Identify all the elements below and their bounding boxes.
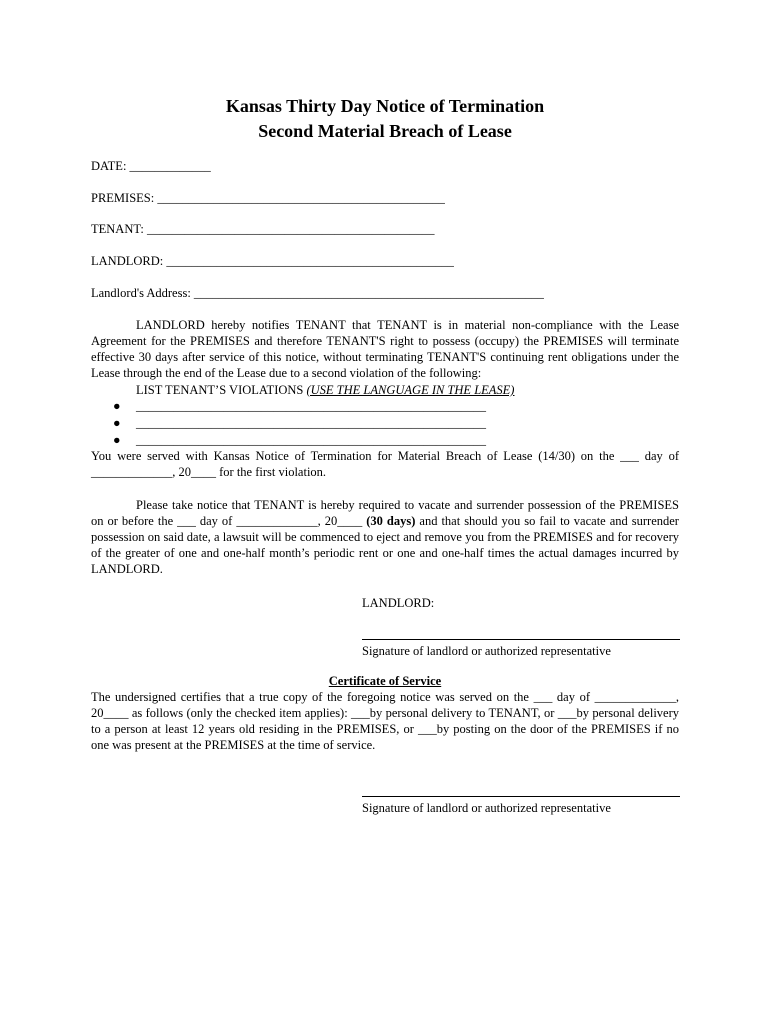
landlord-signature-line bbox=[362, 639, 680, 640]
vacate-text-2: and that should you so fail to vacate and surrender possession on said date, a lawsuit will be commenced to eject and remove you from the PREMISES and for recovery of the greater of one and one-half month’s periodic rent or one and one-half times the actual damages incurred by LANDLORD. bbox=[91, 514, 679, 576]
served-paragraph: You were served with Kansas Notice of Termination for Material Breach of Lease (14/30) on the ___ day of _____________, 20____ for the first violation. bbox=[91, 449, 679, 479]
bullet-icon: ● bbox=[113, 399, 121, 413]
landlord-field: LANDLORD: ______________________________________________ bbox=[91, 254, 454, 268]
violation-item-1 bbox=[113, 398, 486, 414]
violation-blank: ________________________________________________________ bbox=[136, 399, 486, 413]
landlord-signature-label: LANDLORD: bbox=[362, 596, 435, 610]
bullet-icon: ● bbox=[113, 416, 121, 430]
violation-blank: ________________________________________________________ bbox=[136, 433, 486, 447]
premises-field: PREMISES: ______________________________________________ bbox=[91, 191, 445, 205]
violation-blank: ________________________________________________________ bbox=[136, 416, 486, 430]
signature-caption-1: Signature of landlord or authorized representative bbox=[362, 644, 611, 658]
violations-heading bbox=[136, 382, 514, 398]
landlord-address-field: Landlord's Address: ________________________________________________________ bbox=[91, 286, 544, 300]
certificate-title: Certificate of Service bbox=[328, 674, 442, 688]
certificate-signature-line bbox=[362, 796, 680, 797]
bullet-icon: ● bbox=[113, 433, 121, 447]
document-title-line-2: Second Material Breach of Lease bbox=[258, 121, 512, 141]
notice-paragraph-text: LANDLORD hereby notifies TENANT that TENANT is in material non-compliance with the Lease Agreement for the PREMISES and therefore TENANT'S right to possess (occupy) the PREMISES will terminate effective 30 days after service of this notice, without terminating TENANT'S continuing rent obligations under the Lease through the end of the Lease due to a second violation of the following: bbox=[91, 318, 679, 380]
notice-paragraph bbox=[91, 317, 679, 381]
signature-caption-2: Signature of landlord or authorized representative bbox=[362, 801, 611, 815]
vacate-paragraph bbox=[91, 497, 679, 577]
document-title-line-1: Kansas Thirty Day Notice of Termination bbox=[225, 96, 545, 116]
violation-item-3 bbox=[113, 432, 486, 448]
certificate-paragraph: The undersigned certifies that a true copy of the foregoing notice was served on the ___ day of _____________, 20____ as follows (only the checked item applies): ___by personal delivery to TENANT, or ___by personal delivery to a person at least 12 years old residing in the PREMISES, or ___by posting on the door of the PREMISES if no one was present at the PREMISES at the time of service. bbox=[91, 690, 679, 752]
tenant-field: TENANT: ______________________________________________ bbox=[91, 222, 435, 236]
vacate-text-1: Please take notice that TENANT is hereby required to vacate and surrender possession of the PREMISES on or before the ___ day of _____________, 20____ bbox=[91, 498, 679, 528]
violation-item-2 bbox=[113, 415, 486, 431]
violations-heading-text: LIST TENANT’S VIOLATIONS bbox=[136, 383, 307, 397]
violations-heading-note: (USE THE LANGUAGE IN THE LEASE) bbox=[306, 383, 515, 397]
date-field: DATE: _____________ bbox=[91, 159, 211, 173]
vacate-days-bold: (30 days) bbox=[366, 514, 416, 528]
